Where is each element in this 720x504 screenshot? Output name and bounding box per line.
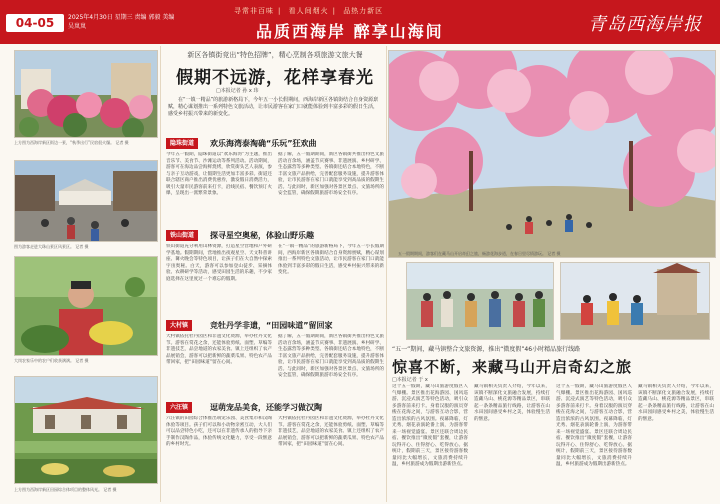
feature-body: 藏马镇相关负责人介绍，今年以来，该镇不断深化文旅融合发展，持续打造藏马山、桃花源等精品景区，串联起一条条精品旅行线路，让游客在山水田园间感受乡村之美，体验慢生活的惬意。	[474, 384, 550, 422]
section-title: 探寻星空奥秘，体验山野乐趣	[210, 231, 314, 240]
photo-farmer	[14, 256, 158, 356]
photo-hanfu-performance	[406, 262, 554, 340]
photo-flower-street	[14, 50, 158, 138]
main-article	[166, 50, 384, 502]
column-divider	[386, 46, 387, 502]
photo-costume-show	[560, 262, 710, 340]
section-body: 六汪镇的田园综合体推出萌宠乐园、美食集市和汉陶体验等项目。孩子们可以和小动物亲密互动，大人们可以品尝特色小吃，还可以在非遗传承人的指导下亲手制作汉陶作品，体验传统文化魅力，享受一段惬意的乡村时光。	[166, 416, 272, 447]
feature-byline: □本报记者 于 x	[392, 377, 428, 383]
section-body: 在“一镇一精品”的旅游新格局下，今年五一小长假期间，西海岸新区各镇街结合自身资源禀赋，精心谋划推出一系列特色文旅活动，让市民游客在家门口就能体验到丰富多彩的假日生活，感受乡村振兴带来的新变化。	[278, 244, 384, 275]
slogan-3: 品热力新区	[343, 7, 384, 15]
feature-body: 这个五一假期，藏马山旅游度假区人气爆棚。景区推出花海游园、国风巡游、沉浸式演艺等特色活动，吸引众多游客前来打卡。身着汉服的演员穿梭在花海之间，与游客互动合影，营造出浓浓的古风氛围。夜幕降临，灯光秀、烟花表演轮番上演，为游客带来一场视觉盛宴。景区还联合周边民宿、餐饮推出“微度假”套餐，让游客玩得开心、住得舒心、吃得放心。据统计，假期前三天，景区接待游客数量同比大幅增长，文旅消费持续升温，乡村旅游成为假期出游新热点。	[392, 384, 468, 467]
page-number: 04-05	[6, 14, 64, 32]
article-lead: 在“一镇一精品”的旅游新格局下，今年五一小长假期间，西海岸新区各镇街结合自身资源禀赋，精心谋划推出一系列特色文旅活动，让市民游客在家门口就能体验到丰富多彩的假日生活，感受乡村振兴带来的新变化。	[168, 97, 379, 117]
page-headline: 品质西海岸 醉享山海间	[256, 22, 444, 41]
slogan-1: 寻常非百味	[234, 7, 274, 15]
article-title: 假期不远游，花样享春光	[176, 68, 374, 88]
feature-title: 惊喜不断，来藏马山开启奇幻之旅	[392, 358, 633, 376]
slogan-bar: 寻常非百味 | 看人间烟火 | 品热力新区	[234, 7, 384, 15]
article-kicker: 新区各镇街竞出“特色招牌”，精心烹制各项旅游文旅大餐	[187, 51, 363, 59]
section-body: 据了解，五一假期期间，新区各镇街共推出特色文旅活动百余场，涵盖节庆赛事、非遗展演、乡村研学、生态露营等多种类型。各镇街还结合本地特色，不断丰富文旅产品供给，完善配套服务设施，提升游客体验，让市民游客在家门口就能享受到高品质的假期生活。与此同时，新区加强对各景区景点、文旅场所的安全监管，确保假期旅游市场安全有序。	[278, 334, 384, 378]
photo-caption: 上方图为西海岸新区街边一景，“秋季出行”民宿很火爆。 记者 摄	[14, 140, 129, 145]
section-tag: 铁山街道	[166, 230, 198, 241]
section-tag: 隐珠街道	[166, 138, 198, 149]
column-divider	[160, 46, 161, 502]
section-title: 竞牡丹学非遗，“田园味道”留回家	[210, 321, 333, 330]
feature-heading	[392, 344, 718, 377]
dateline: 2025年4月30日 星期三 责编 郭毅 美编 吴岚岚	[68, 14, 175, 30]
photo-aerial-garden	[14, 376, 158, 484]
photo-caption: 上方图为西海岸新区田园综合体项目的整体风光。 记者 摄	[14, 487, 117, 492]
section-header	[166, 138, 384, 150]
section-tag: 大村镇	[166, 320, 192, 331]
section-header	[166, 402, 384, 414]
page-header	[0, 0, 720, 44]
section-body: 铁山街道充分利用山林资源，打造星空营地和户外研学基地。假期期间，营地推出夜观星空、天文科普讲座、篝火晚会等特色项目，让孩子们在大自然中探索宇宙奥秘。白天，游客可以参加登山徒步、采摘体验、农耕研学等活动，感受田园生活的乐趣，不少家庭选择在这里度过一个难忘的假期。	[166, 244, 272, 282]
photo-blossom-park	[388, 50, 716, 258]
section-body: 今年五一假期，隐珠街道以“欢乐海湾”为主题，推出音乐节、美食节、沙滩运动等系列活动。活动期间，游客可在海边品尝海鲜烧烤，欣赏街头艺人表演，参与亲子互动游戏，让假期生活更加丰富多彩。街道还联合辖区商户推出消费优惠券，激发假日消费活力，吸引大量市民游客前来打卡，沿线民宿、餐饮预订火爆，呈现出一派繁荣景象。	[166, 152, 272, 196]
section-header	[166, 230, 384, 242]
section-title: 欢乐海湾泰淘确“乐玩”狂欢曲	[210, 139, 317, 148]
newspaper-brand-logo: 青岛西海岸报	[588, 14, 702, 35]
photo-caption: 大岗农家乐中的农户们收获满满。 记者 摄	[14, 358, 89, 363]
feature-kicker: “五一”期间，藏马镇整合文旅资源，推出“微度假”46小时精品旅行线路	[392, 346, 581, 353]
slogan-2: 看人间烟火	[288, 7, 329, 15]
left-photo-column	[14, 50, 158, 500]
photo-caption: 图为游客走进大珠山景区风景区。 记者 摄	[14, 244, 89, 249]
section-header	[166, 320, 384, 332]
photo-street-market	[14, 160, 158, 242]
section-title: 逗萌宠品美食，还能学习做汉陶	[210, 403, 322, 412]
feature-body: 藏马镇相关负责人介绍，今年以来，该镇不断深化文旅融合发展，持续打造藏马山、桃花源等精品景区，串联起一条条精品旅行线路，让游客在山水田园间感受乡村之美，体验慢生活的惬意。	[638, 384, 714, 422]
section-body: 据了解，五一假期期间，新区各镇街共推出特色文旅活动百余场，涵盖节庆赛事、非遗展演、乡村研学、生态露营等多种类型。各镇街还结合本地特色，不断丰富文旅产品供给，完善配套服务设施，提升游客体验，让市民游客在家门口就能享受到高品质的假期生活。与此同时，新区加强对各景区景点、文旅场所的安全监管，确保假期旅游市场安全有序。	[278, 152, 384, 196]
feature-body: 这个五一假期，藏马山旅游度假区人气爆棚。景区推出花海游园、国风巡游、沉浸式演艺等特色活动，吸引众多游客前来打卡。身着汉服的演员穿梭在花海之间，与游客互动合影，营造出浓浓的古风氛围。夜幕降临，灯光秀、烟花表演轮番上演，为游客带来一场视觉盛宴。景区还联合周边民宿、餐饮推出“微度假”套餐，让游客玩得开心、住得舒心、吃得放心。据统计，假期前三天，景区接待游客数量同比大幅增长，文旅消费持续升温，乡村旅游成为假期出游新热点。	[556, 384, 632, 467]
photo-caption: 五一假期期间，游客们在藏马山开启奇幻之旅，畅游花海步道，在春日里尽情游玩。 记者 摄	[398, 251, 561, 256]
section-body: 大村镇依托牡丹园区和非遗文化资源，举办牡丹文化节。游客在赏花之余，还能体验剪纸、面塑、草编等非遗技艺，品尝地道的农家美食。镇上还组织了农产品展销会，游客可以把新鲜的蔬菜瓜果、特色农产品带回家，把“田园味道”留在心间。	[166, 334, 272, 365]
article-byline: □本报记者 孙 x 玮	[216, 88, 259, 94]
section-tag: 六汪镇	[166, 402, 192, 413]
section-body: 大村镇依托牡丹园区和非遗文化资源，举办牡丹文化节。游客在赏花之余，还能体验剪纸、面塑、草编等非遗技艺，品尝地道的农家美食。镇上还组织了农产品展销会，游客可以把新鲜的蔬菜瓜果、特色农产品带回家，把“田园味道”留在心间。	[278, 416, 384, 447]
